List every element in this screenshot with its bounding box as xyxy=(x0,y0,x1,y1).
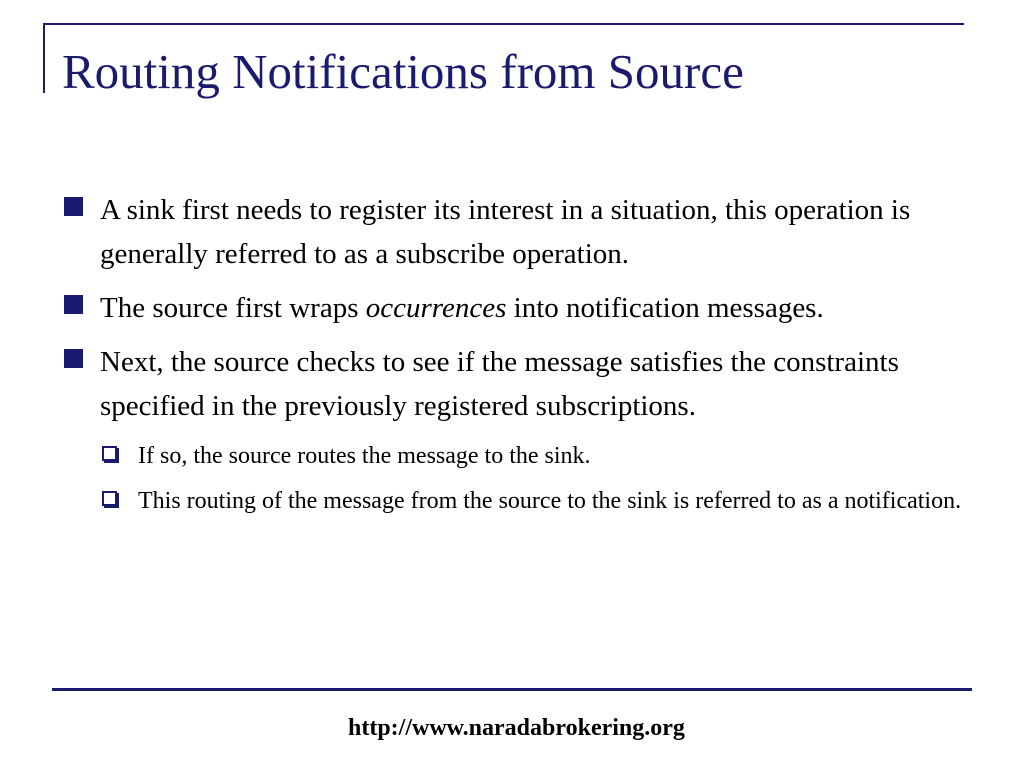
title-frame-left-rule xyxy=(43,23,45,93)
filled-square-icon xyxy=(64,295,83,314)
hollow-square-icon xyxy=(102,446,117,461)
sub-bullet-text: This routing of the message from the source to the sink is referred to as a notification. xyxy=(138,488,962,514)
filled-square-icon xyxy=(64,349,83,368)
bullet-text: A sink first needs to register its interest in a situation, this operation is generally referred to as a subscribe operation. xyxy=(100,194,911,270)
bullet-text-before: The source first wraps xyxy=(100,292,366,324)
footer-url: http://www.naradabrokering.org xyxy=(348,715,685,741)
bullet-text-emphasis: occurrences xyxy=(365,292,507,324)
sub-bullet-item xyxy=(100,483,962,520)
filled-square-icon xyxy=(64,197,83,216)
bullet-item xyxy=(62,188,962,276)
slide-title: Routing Notifications from Source xyxy=(62,44,744,99)
footer-rule xyxy=(52,688,972,691)
sub-bullet-text: If so, the source routes the message to the sink. xyxy=(138,443,591,469)
bullet-text-after: into notification messages. xyxy=(506,292,824,324)
title-frame-top-rule xyxy=(43,23,964,25)
bullet-text: Next, the source checks to see if the message satisfies the constraints specified in the previously registered subscriptions. xyxy=(100,346,899,422)
sub-bullet-item xyxy=(100,438,962,475)
bullet-item xyxy=(62,286,962,330)
slide-body xyxy=(62,188,962,528)
bullet-item xyxy=(62,340,962,428)
hollow-square-icon xyxy=(102,491,117,506)
